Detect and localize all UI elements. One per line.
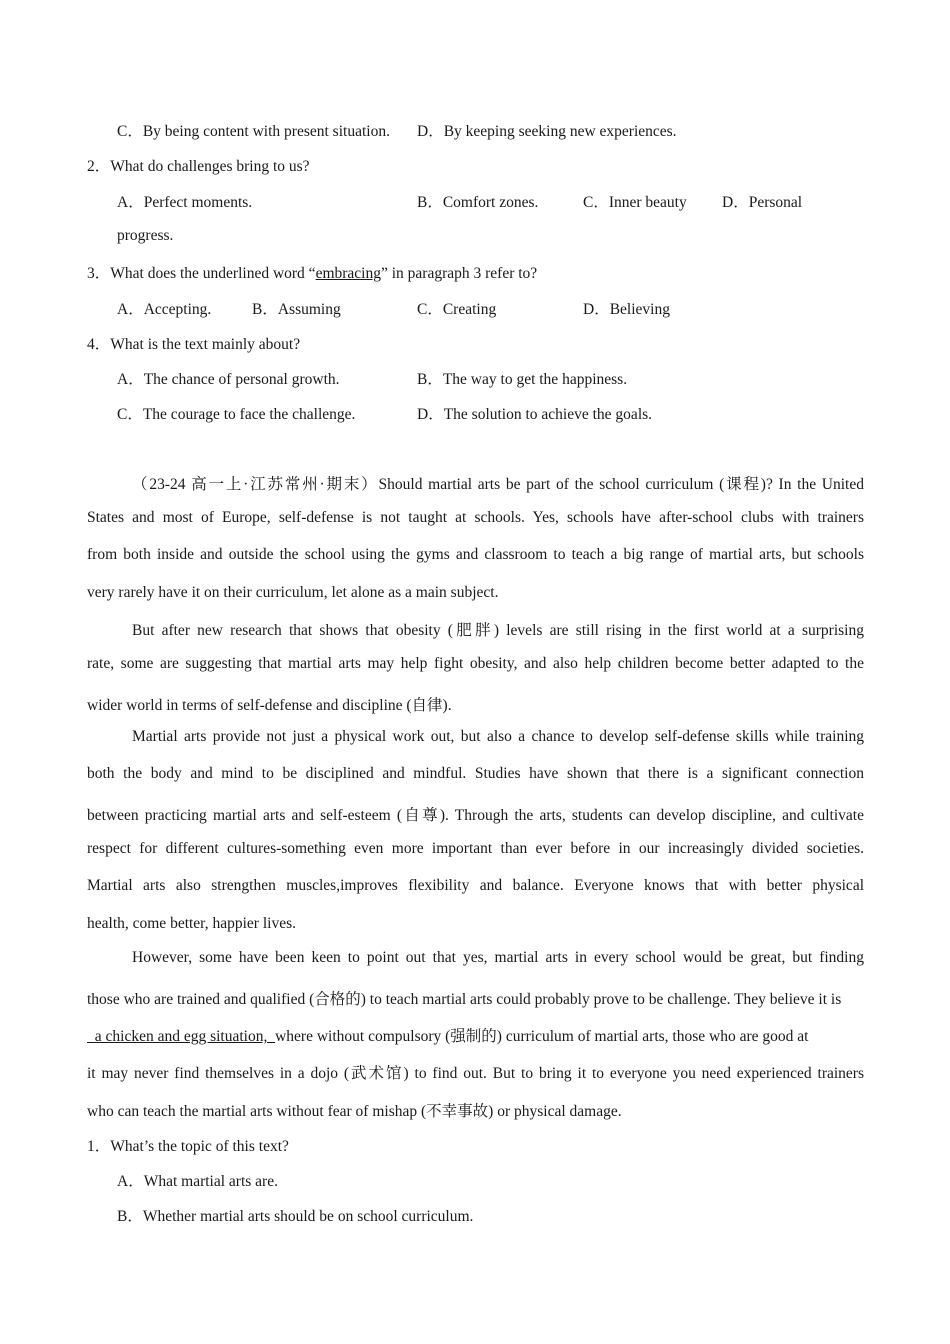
- passage-line: very rarely have it on their curriculum, let alone as a main subject.: [87, 584, 499, 601]
- passage-line: However, some have been keen to point out that yes, martial arts in every school would be great, but finding: [132, 949, 864, 966]
- passage-line: Martial arts provide not just a physical work out, but also a chance to develop self-defense skills while training: [132, 728, 864, 745]
- question-3-stem: [87, 261, 537, 283]
- underlined-word: embracing: [315, 265, 381, 282]
- passage-line: it may never find themselves in a dojo (武术馆) to find out. But to bring it to everyone you need experienced trainers: [87, 1065, 864, 1082]
- option-b: B．Comfort zones.: [417, 194, 539, 211]
- passage-line: respect for different cultures-something even more important than ever before in our increasingly divided societies.: [87, 840, 864, 857]
- line-rest: where without compulsory (强制的) curriculum of martial arts, those who are good at: [275, 1028, 809, 1045]
- passage-line: health, come better, happier lives.: [87, 915, 296, 932]
- passage-line: who can teach the martial arts without fear of mishap (不幸事故) or physical damage.: [87, 1103, 622, 1120]
- option-b: B．The way to get the happiness.: [417, 371, 628, 388]
- option-a: A．The chance of personal growth.: [117, 371, 340, 388]
- passage-line: rate, some are suggesting that martial arts may help fight obesity, and also help children become better adapted to the: [87, 655, 864, 672]
- option-d: D．Believing: [583, 301, 670, 318]
- passage-line: between practicing martial arts and self-esteem (自尊). Through the arts, students can develop discipline, and cultivate: [87, 807, 864, 824]
- option-c: C．By being content with present situation.: [117, 123, 390, 140]
- option-a: A．Perfect moments.: [117, 194, 253, 211]
- option-b: B．Whether martial arts should be on school curriculum.: [117, 1208, 474, 1225]
- stem-text-pre: 3．What does the underlined word “: [87, 265, 316, 282]
- stem-text-post: ” in paragraph 3 refer to?: [380, 265, 538, 282]
- option-d: D．Personal: [722, 194, 803, 211]
- passage-line: wider world in terms of self-defense and discipline (自律).: [87, 697, 452, 714]
- option-c: C．Creating: [417, 301, 497, 318]
- passage-line: those who are trained and qualified (合格的) to teach martial arts could probably prove to be challenge. They believe it is: [87, 991, 842, 1008]
- option-d: D．By keeping seeking new experiences.: [417, 123, 677, 140]
- underlined-phrase: a chicken and egg situation,: [87, 1028, 276, 1045]
- question-2-stem: 2．What do challenges bring to us?: [87, 158, 310, 175]
- passage-line: Martial arts also strengthen muscles,improves flexibility and balance. Everyone knows that with better physical: [87, 877, 864, 894]
- q2-options-row: [117, 190, 837, 210]
- option-a: A．What martial arts are.: [117, 1173, 278, 1190]
- passage-line: from both inside and outside the school using the gyms and classroom to teach a big range of martial arts, but schools: [87, 546, 864, 563]
- option-c: C．Inner beauty: [583, 194, 687, 211]
- question-4-stem: 4．What is the text mainly about?: [87, 336, 301, 353]
- option-b: B．Assuming: [252, 301, 341, 318]
- option-a: A．Accepting.: [117, 301, 212, 318]
- passage-line: both the body and mind to be disciplined and mindful. Studies have shown that there is a significant connection: [87, 765, 864, 782]
- passage-line: But after new research that shows that obesity (肥胖) levels are still rising in the first world at a surprising: [132, 622, 864, 639]
- option-c: C．The courage to face the challenge.: [117, 406, 356, 423]
- option-d-continuation: progress.: [117, 227, 174, 244]
- passage-line: [87, 1024, 864, 1046]
- question-1-stem: 1．What’s the topic of this text?: [87, 1138, 289, 1155]
- passage-line: （23-24 高一上·江苏常州·期末）Should martial arts be part of the school curriculum (课程)? In the United: [132, 476, 864, 493]
- option-d: D．The solution to achieve the goals.: [417, 406, 653, 423]
- passage-line: States and most of Europe, self-defense is not taught at schools. Yes, schools have after-school clubs with trainers: [87, 509, 864, 526]
